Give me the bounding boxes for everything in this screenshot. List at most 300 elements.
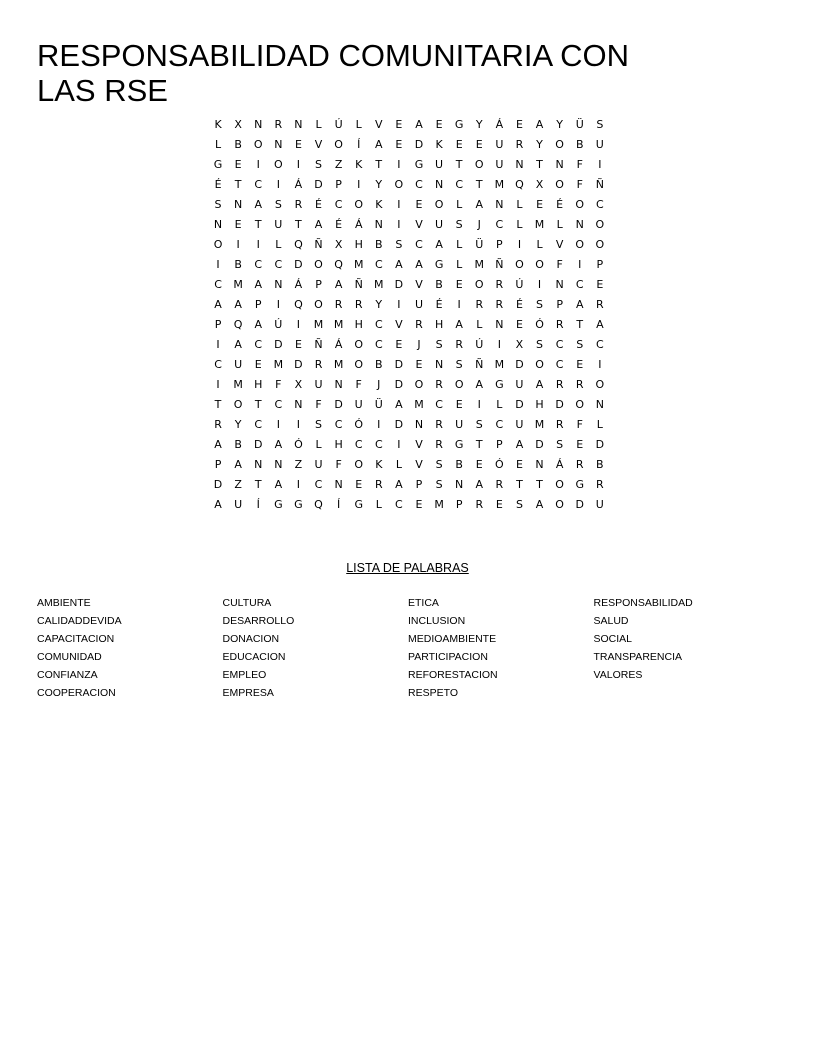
grid-letter[interactable]: D [394, 358, 404, 371]
grid-letter[interactable]: D [334, 398, 343, 411]
grid-letter[interactable]: O [314, 258, 323, 271]
grid-letter[interactable]: K [375, 198, 383, 211]
grid-letter[interactable]: O [354, 198, 364, 211]
grid-letter[interactable]: M [534, 418, 545, 431]
grid-letter[interactable]: B [234, 438, 242, 451]
grid-letter[interactable]: R [555, 378, 564, 391]
grid-letter[interactable]: D [394, 278, 404, 291]
grid-letter[interactable]: É [315, 198, 322, 211]
grid-letter[interactable]: A [415, 258, 423, 271]
grid-letter[interactable]: T [214, 398, 222, 411]
grid-letter[interactable]: H [254, 378, 263, 391]
grid-letter[interactable]: E [294, 138, 302, 151]
grid-letter[interactable]: M [333, 358, 344, 371]
grid-letter[interactable]: M [233, 278, 243, 291]
grid-letter[interactable]: C [595, 338, 604, 351]
grid-letter[interactable]: I [497, 338, 501, 351]
grid-letter[interactable]: M [313, 318, 324, 331]
grid-letter[interactable]: L [395, 458, 402, 471]
grid-letter[interactable]: N [575, 218, 584, 231]
grid-letter[interactable]: I [397, 198, 401, 211]
grid-letter[interactable]: R [475, 498, 484, 511]
grid-letter[interactable]: C [455, 178, 464, 191]
grid-letter[interactable]: B [234, 138, 242, 151]
grid-letter[interactable]: T [254, 218, 262, 231]
grid-letter[interactable]: H [535, 398, 544, 411]
grid-letter[interactable]: S [395, 238, 403, 251]
grid-letter[interactable]: Ñ [314, 238, 323, 251]
grid-letter[interactable]: R [515, 138, 524, 151]
grid-letter[interactable]: X [334, 238, 343, 251]
grid-letter[interactable]: Á [495, 118, 504, 131]
grid-letter[interactable]: Ó [495, 458, 504, 471]
grid-letter[interactable]: I [397, 298, 401, 311]
grid-letter[interactable]: N [213, 218, 223, 231]
grid-letter[interactable]: I [296, 418, 301, 431]
grid-letter[interactable]: E [355, 478, 363, 491]
grid-letter[interactable]: P [214, 318, 222, 331]
grid-letter[interactable]: S [315, 158, 322, 171]
grid-letter[interactable]: E [515, 458, 523, 471]
grid-letter[interactable]: N [434, 358, 444, 371]
grid-letter[interactable]: A [515, 438, 524, 451]
grid-letter[interactable]: A [214, 298, 222, 311]
grid-letter[interactable]: A [455, 318, 463, 331]
grid-letter[interactable]: I [236, 238, 240, 251]
grid-letter[interactable]: A [535, 378, 544, 391]
grid-letter[interactable]: J [477, 218, 481, 231]
grid-letter[interactable]: D [294, 258, 303, 271]
grid-letter[interactable]: C [354, 438, 363, 451]
grid-letter[interactable]: D [394, 418, 404, 431]
grid-letter[interactable]: C [254, 418, 263, 431]
grid-letter[interactable]: A [395, 478, 403, 491]
grid-letter[interactable]: P [496, 438, 503, 451]
grid-letter[interactable]: R [274, 118, 283, 131]
grid-letter[interactable]: E [455, 138, 463, 151]
grid-letter[interactable]: L [275, 238, 282, 251]
grid-letter[interactable]: R [415, 318, 423, 331]
grid-letter[interactable]: I [397, 218, 401, 231]
grid-letter[interactable]: C [214, 278, 222, 291]
grid-letter[interactable]: D [274, 338, 283, 351]
grid-letter[interactable]: M [353, 258, 364, 271]
grid-letter[interactable]: R [596, 478, 604, 491]
grid-letter[interactable]: A [395, 258, 403, 271]
grid-letter[interactable]: A [214, 498, 222, 511]
grid-letter[interactable]: D [314, 178, 323, 191]
grid-letter[interactable]: U [455, 418, 464, 431]
grid-letter[interactable]: D [535, 438, 544, 451]
grid-letter[interactable]: A [254, 278, 262, 291]
grid-letter[interactable]: I [256, 158, 260, 171]
grid-letter[interactable]: O [575, 238, 585, 251]
grid-letter[interactable]: S [515, 498, 523, 511]
grid-letter[interactable]: O [213, 238, 223, 251]
grid-letter[interactable]: Ñ [595, 178, 604, 191]
grid-letter[interactable]: Y [234, 418, 242, 431]
grid-letter[interactable]: I [397, 158, 401, 171]
grid-letter[interactable]: E [495, 498, 503, 511]
grid-letter[interactable]: E [294, 338, 302, 351]
grid-letter[interactable]: C [274, 258, 283, 271]
grid-letter[interactable]: Ñ [475, 358, 484, 371]
grid-letter[interactable]: O [394, 178, 404, 191]
grid-letter[interactable]: T [475, 438, 483, 451]
grid-letter[interactable]: O [535, 358, 544, 371]
grid-letter[interactable]: V [415, 218, 423, 231]
grid-letter[interactable]: I [357, 178, 361, 191]
grid-letter[interactable]: L [375, 498, 382, 511]
grid-letter[interactable]: L [516, 218, 523, 231]
grid-letter[interactable]: I [517, 238, 522, 251]
grid-letter[interactable]: R [354, 298, 363, 311]
grid-letter[interactable]: O [354, 338, 364, 351]
grid-letter[interactable]: T [516, 478, 523, 491]
grid-letter[interactable]: E [475, 458, 483, 471]
grid-letter[interactable]: R [555, 318, 564, 331]
grid-letter[interactable]: V [314, 138, 323, 151]
grid-letter[interactable]: V [415, 458, 423, 471]
grid-letter[interactable]: Q [294, 298, 303, 311]
grid-letter[interactable]: U [435, 218, 444, 231]
grid-letter[interactable]: A [395, 398, 403, 411]
grid-letter[interactable]: O [454, 378, 464, 391]
grid-letter[interactable]: D [213, 478, 223, 491]
grid-letter[interactable]: M [414, 398, 424, 411]
grid-letter[interactable]: O [414, 378, 424, 391]
grid-letter[interactable]: O [334, 138, 343, 151]
grid-letter[interactable]: E [395, 138, 403, 151]
grid-letter[interactable]: O [535, 258, 544, 271]
grid-letter[interactable]: S [455, 218, 463, 231]
grid-letter[interactable]: S [274, 198, 282, 211]
grid-letter[interactable]: S [576, 338, 584, 351]
grid-letter[interactable]: J [377, 378, 381, 391]
grid-letter[interactable]: I [216, 258, 220, 271]
grid-letter[interactable]: A [254, 318, 262, 331]
grid-letter[interactable]: O [575, 198, 585, 211]
grid-letter[interactable]: K [214, 118, 222, 131]
grid-letter[interactable]: R [374, 478, 383, 491]
grid-letter[interactable]: Ü [374, 398, 383, 411]
grid-letter[interactable]: S [435, 478, 443, 491]
grid-letter[interactable]: C [575, 278, 584, 291]
grid-letter[interactable]: R [314, 358, 323, 371]
grid-letter[interactable]: X [515, 338, 524, 351]
grid-letter[interactable]: E [455, 278, 463, 291]
grid-letter[interactable]: C [595, 198, 604, 211]
grid-letter[interactable]: O [474, 278, 484, 291]
grid-letter[interactable]: N [374, 218, 383, 231]
grid-letter[interactable]: M [233, 378, 243, 391]
grid-letter[interactable]: D [595, 438, 605, 451]
grid-letter[interactable]: N [254, 458, 263, 471]
grid-letter[interactable]: Ñ [495, 258, 504, 271]
grid-letter[interactable]: R [334, 298, 343, 311]
grid-letter[interactable]: A [435, 238, 443, 251]
grid-letter[interactable]: L [315, 438, 322, 451]
grid-letter[interactable]: C [374, 258, 383, 271]
grid-letter[interactable]: T [295, 218, 302, 231]
grid-letter[interactable]: E [234, 218, 242, 231]
grid-letter[interactable]: N [294, 398, 303, 411]
grid-letter[interactable]: P [455, 498, 463, 511]
grid-letter[interactable]: C [214, 358, 222, 371]
grid-letter[interactable]: Í [357, 138, 361, 151]
grid-letter[interactable]: R [455, 338, 463, 351]
grid-letter[interactable]: É [515, 298, 523, 311]
grid-letter[interactable]: I [276, 418, 280, 431]
grid-letter[interactable]: S [435, 338, 443, 351]
grid-letter[interactable]: L [596, 418, 603, 431]
grid-letter[interactable]: C [374, 438, 383, 451]
grid-letter[interactable]: I [377, 418, 381, 431]
grid-letter[interactable]: I [598, 358, 602, 371]
grid-letter[interactable]: T [375, 158, 383, 171]
grid-letter[interactable]: Y [536, 138, 543, 151]
grid-letter[interactable]: Q [233, 318, 243, 331]
grid-letter[interactable]: Ó [294, 438, 303, 451]
grid-letter[interactable]: I [598, 158, 602, 171]
grid-letter[interactable]: C [374, 318, 383, 331]
grid-letter[interactable]: L [556, 218, 563, 231]
grid-letter[interactable]: P [214, 458, 222, 471]
grid-letter[interactable]: B [234, 258, 242, 271]
grid-letter[interactable]: R [435, 438, 443, 451]
grid-letter[interactable]: D [253, 438, 263, 451]
grid-letter[interactable]: R [495, 298, 504, 311]
grid-letter[interactable]: C [254, 338, 263, 351]
grid-letter[interactable]: S [435, 458, 443, 471]
grid-letter[interactable]: U [595, 138, 604, 151]
grid-letter[interactable]: E [435, 118, 443, 131]
grid-letter[interactable]: O [575, 398, 585, 411]
grid-letter[interactable]: D [394, 378, 404, 391]
grid-letter[interactable]: A [214, 438, 222, 451]
grid-letter[interactable]: G [354, 498, 363, 511]
grid-letter[interactable]: I [578, 258, 582, 271]
grid-letter[interactable]: C [555, 358, 564, 371]
grid-letter[interactable]: É [556, 198, 564, 211]
grid-letter[interactable]: S [536, 298, 544, 311]
grid-letter[interactable]: N [595, 398, 604, 411]
grid-letter[interactable]: B [575, 138, 584, 151]
grid-letter[interactable]: G [495, 378, 504, 391]
grid-letter[interactable]: A [475, 198, 484, 211]
grid-letter[interactable]: L [214, 138, 222, 151]
grid-letter[interactable]: D [414, 138, 424, 151]
grid-letter[interactable]: E [596, 278, 604, 291]
grid-letter[interactable]: M [333, 318, 344, 331]
grid-letter[interactable]: Á [334, 338, 343, 351]
grid-letter[interactable]: Ú [475, 338, 484, 351]
grid-letter[interactable]: S [214, 198, 222, 211]
grid-letter[interactable]: E [515, 318, 523, 331]
grid-letter[interactable]: T [254, 398, 262, 411]
grid-letter[interactable]: M [374, 278, 384, 291]
grid-letter[interactable]: Á [354, 218, 363, 231]
grid-letter[interactable]: C [495, 418, 504, 431]
grid-letter[interactable]: E [395, 118, 403, 131]
grid-letter[interactable]: I [276, 298, 280, 311]
grid-letter[interactable]: E [515, 118, 523, 131]
grid-letter[interactable]: V [415, 438, 423, 451]
grid-letter[interactable]: U [234, 498, 243, 511]
grid-letter[interactable]: J [417, 338, 421, 351]
grid-letter[interactable]: O [354, 358, 364, 371]
grid-letter[interactable]: E [415, 498, 423, 511]
grid-letter[interactable]: C [374, 338, 383, 351]
grid-letter[interactable]: N [495, 198, 504, 211]
grid-letter[interactable]: D [575, 498, 584, 511]
grid-letter[interactable]: P [496, 238, 503, 251]
grid-letter[interactable]: Z [234, 478, 242, 491]
grid-letter[interactable]: O [595, 378, 605, 391]
grid-letter[interactable]: N [515, 158, 524, 171]
grid-letter[interactable]: C [274, 398, 283, 411]
grid-letter[interactable]: K [435, 138, 443, 151]
grid-letter[interactable]: U [274, 218, 283, 231]
grid-letter[interactable]: Q [334, 258, 343, 271]
grid-letter[interactable]: B [375, 358, 383, 371]
grid-letter[interactable]: H [434, 318, 444, 331]
grid-letter[interactable]: Ú [274, 318, 283, 331]
grid-letter[interactable]: D [294, 358, 303, 371]
grid-letter[interactable]: M [273, 358, 284, 371]
grid-letter[interactable]: I [296, 478, 301, 491]
grid-letter[interactable]: H [354, 238, 363, 251]
grid-letter[interactable]: P [596, 258, 604, 271]
grid-letter[interactable]: Ó [354, 418, 364, 431]
grid-letter[interactable]: I [537, 278, 542, 291]
grid-letter[interactable]: F [556, 258, 563, 271]
grid-letter[interactable]: Z [334, 158, 343, 171]
grid-letter[interactable]: X [234, 118, 242, 131]
grid-letter[interactable]: Q [515, 178, 524, 191]
grid-letter[interactable]: I [397, 438, 401, 451]
grid-letter[interactable]: Í [336, 498, 341, 511]
grid-letter[interactable]: É [435, 298, 443, 311]
grid-letter[interactable]: O [354, 458, 364, 471]
grid-letter[interactable]: E [415, 358, 423, 371]
grid-letter[interactable]: M [494, 178, 505, 191]
grid-letter[interactable]: E [415, 198, 423, 211]
grid-letter[interactable]: O [253, 138, 263, 151]
grid-letter[interactable]: E [576, 358, 584, 371]
grid-letter[interactable]: F [275, 378, 282, 391]
grid-letter[interactable]: S [455, 358, 463, 371]
grid-letter[interactable]: U [495, 138, 504, 151]
grid-letter[interactable]: N [294, 118, 303, 131]
grid-letter[interactable]: S [315, 418, 322, 431]
grid-letter[interactable]: R [294, 198, 303, 211]
grid-letter[interactable]: N [254, 118, 263, 131]
grid-letter[interactable]: R [575, 378, 584, 391]
grid-letter[interactable]: P [254, 298, 262, 311]
grid-letter[interactable]: A [535, 118, 544, 131]
grid-letter[interactable]: T [576, 318, 584, 331]
grid-letter[interactable]: É [214, 178, 222, 191]
grid-letter[interactable]: N [535, 458, 544, 471]
grid-letter[interactable]: G [414, 158, 424, 171]
grid-letter[interactable]: Ñ [354, 278, 363, 291]
grid-letter[interactable]: G [294, 498, 303, 511]
grid-letter[interactable]: X [535, 178, 544, 191]
grid-letter[interactable]: U [314, 378, 323, 391]
grid-letter[interactable]: F [576, 178, 583, 191]
grid-letter[interactable]: V [555, 238, 564, 251]
grid-letter[interactable]: N [555, 158, 564, 171]
grid-letter[interactable]: Ü [475, 238, 484, 251]
grid-letter[interactable]: Y [375, 298, 383, 311]
grid-letter[interactable]: T [254, 478, 262, 491]
grid-letter[interactable]: G [434, 258, 444, 271]
grid-letter[interactable]: F [576, 158, 583, 171]
grid-letter[interactable]: U [314, 458, 323, 471]
grid-letter[interactable]: D [555, 398, 564, 411]
grid-letter[interactable]: A [274, 478, 283, 491]
grid-letter[interactable]: T [536, 158, 543, 171]
grid-letter[interactable]: Ó [535, 318, 544, 331]
grid-letter[interactable]: H [354, 318, 363, 331]
grid-letter[interactable]: L [516, 198, 523, 211]
grid-letter[interactable]: R [596, 298, 604, 311]
grid-letter[interactable]: P [335, 178, 342, 191]
grid-letter[interactable]: A [475, 478, 484, 491]
grid-letter[interactable]: I [216, 378, 220, 391]
grid-letter[interactable]: A [596, 318, 604, 331]
grid-letter[interactable]: B [375, 238, 383, 251]
grid-letter[interactable]: M [474, 258, 485, 271]
grid-letter[interactable]: N [495, 318, 504, 331]
grid-letter[interactable]: R [495, 478, 504, 491]
grid-letter[interactable]: F [355, 378, 362, 391]
grid-letter[interactable]: A [274, 438, 283, 451]
grid-letter[interactable]: P [415, 478, 423, 491]
grid-letter[interactable]: R [475, 298, 484, 311]
grid-letter[interactable]: E [475, 138, 483, 151]
grid-letter[interactable]: I [296, 158, 301, 171]
grid-letter[interactable]: U [234, 358, 243, 371]
grid-letter[interactable]: G [454, 118, 464, 131]
grid-letter[interactable]: Q [294, 238, 303, 251]
grid-letter[interactable]: L [456, 258, 463, 271]
grid-letter[interactable]: O [555, 478, 564, 491]
grid-letter[interactable]: R [575, 458, 584, 471]
grid-letter[interactable]: E [536, 198, 544, 211]
grid-letter[interactable]: É [335, 218, 343, 231]
grid-letter[interactable]: C [254, 258, 263, 271]
grid-letter[interactable]: Q [314, 498, 323, 511]
grid-letter[interactable]: G [213, 158, 223, 171]
grid-letter[interactable]: K [355, 158, 363, 171]
grid-letter[interactable]: N [414, 418, 424, 431]
grid-letter[interactable]: C [555, 338, 564, 351]
grid-letter[interactable]: Y [475, 118, 483, 131]
grid-letter[interactable]: P [556, 298, 563, 311]
grid-letter[interactable]: R [435, 418, 443, 431]
grid-letter[interactable]: O [515, 258, 524, 271]
grid-letter[interactable]: O [314, 298, 323, 311]
grid-letter[interactable]: Y [556, 118, 563, 131]
grid-letter[interactable]: L [536, 238, 543, 251]
grid-letter[interactable]: X [294, 378, 303, 391]
grid-letter[interactable]: E [455, 398, 463, 411]
grid-letter[interactable]: V [395, 318, 403, 331]
grid-letter[interactable]: A [254, 198, 262, 211]
grid-letter[interactable]: B [596, 458, 604, 471]
